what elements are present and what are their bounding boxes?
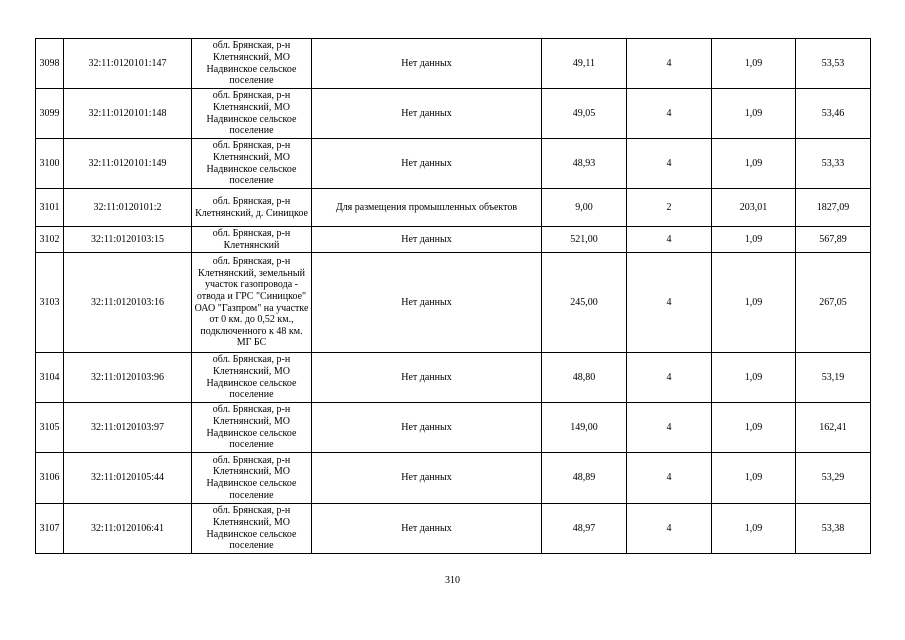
row-number-cell: 3107: [36, 504, 64, 554]
cadastral-number-cell: 32:11:0120101:147: [64, 39, 192, 89]
group-cell: 4: [627, 504, 712, 554]
cadastral-number-cell: 32:11:0120103:16: [64, 253, 192, 353]
area-cell: 48,93: [542, 139, 627, 189]
table-row: [36, 403, 871, 453]
area-cell: 49,11: [542, 39, 627, 89]
group-cell: 2: [627, 189, 712, 227]
area-cell: 48,97: [542, 504, 627, 554]
area-cell: 48,89: [542, 453, 627, 504]
group-cell: 4: [627, 39, 712, 89]
address-cell: обл. Брянская, р-н Клетнянский, МО Надвинское сельское поселение: [192, 353, 312, 403]
area-cell: 49,05: [542, 89, 627, 139]
rate-cell: 1,09: [712, 227, 796, 253]
row-number-cell: 3105: [36, 403, 64, 453]
row-number-cell: 3101: [36, 189, 64, 227]
cadastral-value-cell: 53,29: [796, 453, 871, 504]
row-number-cell: 3098: [36, 39, 64, 89]
cadastral-number-cell: 32:11:0120101:149: [64, 139, 192, 189]
cadastral-number-cell: 32:11:0120105:44: [64, 453, 192, 504]
cadastral-number-cell: 32:11:0120101:2: [64, 189, 192, 227]
group-cell: 4: [627, 89, 712, 139]
group-cell: 4: [627, 139, 712, 189]
land-register-table: [35, 38, 871, 554]
rate-cell: 1,09: [712, 403, 796, 453]
address-cell: обл. Брянская, р-н Клетнянский, д. Синицкое: [192, 189, 312, 227]
table-row: [36, 504, 871, 554]
address-cell: обл. Брянская, р-н Клетнянский, МО Надвинское сельское поселение: [192, 39, 312, 89]
cadastral-number-cell: 32:11:0120101:148: [64, 89, 192, 139]
rate-cell: 1,09: [712, 453, 796, 504]
group-cell: 4: [627, 353, 712, 403]
area-cell: 9,00: [542, 189, 627, 227]
cadastral-number-cell: 32:11:0120103:97: [64, 403, 192, 453]
area-cell: 149,00: [542, 403, 627, 453]
cadastral-value-cell: 53,46: [796, 89, 871, 139]
group-cell: 4: [627, 253, 712, 353]
rate-cell: 1,09: [712, 253, 796, 353]
permitted-use-cell: Нет данных: [312, 89, 542, 139]
group-cell: 4: [627, 227, 712, 253]
page-number: 310: [445, 575, 460, 586]
table-row: [36, 453, 871, 504]
cadastral-number-cell: 32:11:0120106:41: [64, 504, 192, 554]
area-cell: 48,80: [542, 353, 627, 403]
permitted-use-cell: Нет данных: [312, 353, 542, 403]
cadastral-value-cell: 53,19: [796, 353, 871, 403]
rate-cell: 1,09: [712, 89, 796, 139]
area-cell: 521,00: [542, 227, 627, 253]
permitted-use-cell: Для размещения промышленных объектов: [312, 189, 542, 227]
table-row: [36, 253, 871, 353]
permitted-use-cell: Нет данных: [312, 39, 542, 89]
group-cell: 4: [627, 453, 712, 504]
group-cell: 4: [627, 403, 712, 453]
cadastral-value-cell: 567,89: [796, 227, 871, 253]
cadastral-value-cell: 53,33: [796, 139, 871, 189]
cadastral-value-cell: 162,41: [796, 403, 871, 453]
rate-cell: 203,01: [712, 189, 796, 227]
permitted-use-cell: Нет данных: [312, 139, 542, 189]
rate-cell: 1,09: [712, 139, 796, 189]
row-number-cell: 3103: [36, 253, 64, 353]
cadastral-number-cell: 32:11:0120103:15: [64, 227, 192, 253]
permitted-use-cell: Нет данных: [312, 453, 542, 504]
table-row: [36, 89, 871, 139]
table-row: [36, 189, 871, 227]
permitted-use-cell: Нет данных: [312, 253, 542, 353]
row-number-cell: 3102: [36, 227, 64, 253]
address-cell: обл. Брянская, р-н Клетнянский: [192, 227, 312, 253]
row-number-cell: 3104: [36, 353, 64, 403]
permitted-use-cell: Нет данных: [312, 403, 542, 453]
cadastral-value-cell: 1827,09: [796, 189, 871, 227]
table-row: [36, 227, 871, 253]
permitted-use-cell: Нет данных: [312, 504, 542, 554]
address-cell: обл. Брянская, р-н Клетнянский, МО Надвинское сельское поселение: [192, 403, 312, 453]
cadastral-value-cell: 53,38: [796, 504, 871, 554]
table-row: [36, 353, 871, 403]
cadastral-value-cell: 53,53: [796, 39, 871, 89]
address-cell: обл. Брянская, р-н Клетнянский, МО Надвинское сельское поселение: [192, 453, 312, 504]
address-cell: обл. Брянская, р-н Клетнянский, МО Надвинское сельское поселение: [192, 504, 312, 554]
cadastral-value-cell: 267,05: [796, 253, 871, 353]
area-cell: 245,00: [542, 253, 627, 353]
rate-cell: 1,09: [712, 39, 796, 89]
rate-cell: 1,09: [712, 353, 796, 403]
permitted-use-cell: Нет данных: [312, 227, 542, 253]
row-number-cell: 3099: [36, 89, 64, 139]
address-cell: обл. Брянская, р-н Клетнянский, МО Надвинское сельское поселение: [192, 139, 312, 189]
row-number-cell: 3106: [36, 453, 64, 504]
rate-cell: 1,09: [712, 504, 796, 554]
table-row: [36, 39, 871, 89]
cadastral-number-cell: 32:11:0120103:96: [64, 353, 192, 403]
address-cell: обл. Брянская, р-н Клетнянский, земельный участок газопровода - отвода и ГРС "Синицкое" ОАО "Газпром" на участке от 0 км. до 0,52 км., подключенного к 48 км. МГ БС: [192, 253, 312, 353]
row-number-cell: 3100: [36, 139, 64, 189]
address-cell: обл. Брянская, р-н Клетнянский, МО Надвинское сельское поселение: [192, 89, 312, 139]
table-row: [36, 139, 871, 189]
